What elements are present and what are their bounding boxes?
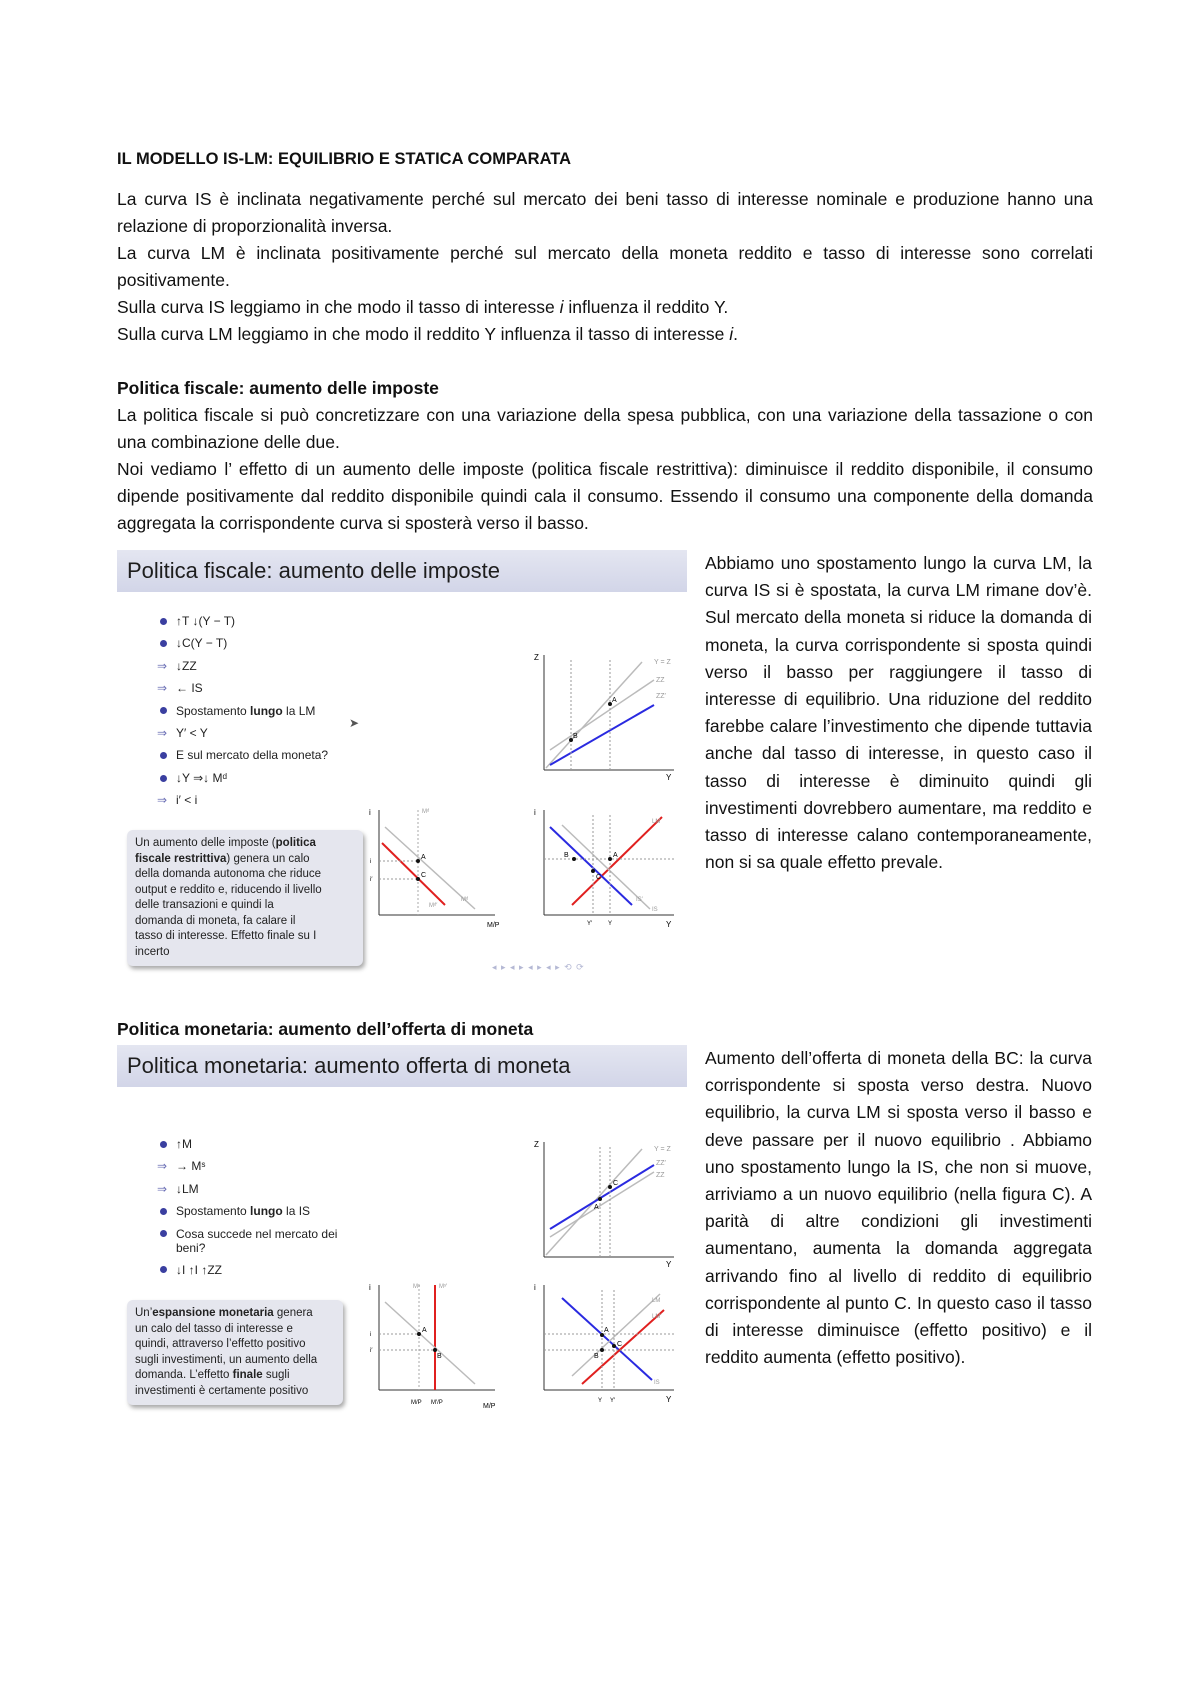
point-label: B: [573, 733, 578, 740]
bullet-text-bold: lungo: [250, 1204, 283, 1219]
fiscal-money-market-graph: [367, 805, 502, 935]
bullet-item: [157, 1133, 337, 1155]
bullet-item: [157, 1223, 337, 1241]
bullet-text: Cosa succede nel mercato dei: [176, 1226, 338, 1241]
bullet-text: ↑M: [176, 1137, 192, 1151]
bullet-text: → Mˢ: [176, 1159, 206, 1174]
bullet-item: [157, 789, 328, 811]
monetary-islm-graph: [532, 1280, 682, 1415]
bullet-item: [157, 744, 328, 766]
bullet-item: [157, 655, 328, 677]
box-line: [135, 836, 355, 852]
line-label: Mᵈ′: [429, 903, 438, 909]
box-text: sugli: [262, 1369, 290, 1381]
axis-label-y: Y: [666, 1260, 672, 1267]
point-b: [572, 857, 576, 861]
bullet-text: ↓Y ⇒↓ Mᵈ: [176, 770, 228, 785]
box-text-bold: finale: [232, 1369, 263, 1381]
box-line: [135, 1368, 335, 1384]
box-line: incerto: [135, 945, 170, 958]
box-text: genera: [273, 1307, 313, 1319]
line-label: Y = Z: [654, 659, 671, 666]
bullet-text: la LM: [282, 703, 316, 718]
axis-label-i: i: [369, 1283, 371, 1292]
point-label: C: [613, 1180, 619, 1187]
mouse-cursor-icon: ➤: [349, 716, 360, 730]
point-label: A: [612, 697, 617, 704]
tick-label: i′: [370, 1348, 373, 1354]
fiscal-islm-graph: [532, 805, 682, 935]
axis-label-mp: M/P: [487, 922, 500, 929]
bullet-text: E sul mercato della moneta?: [176, 748, 329, 763]
fiscal-slide-header: Politica fiscale: aumento delle imposte: [117, 550, 687, 592]
box-text: ) genera un calo: [226, 852, 310, 865]
bullet-item: [157, 767, 328, 789]
box-text-bold: fiscale restrittiva: [135, 852, 227, 865]
fiscal-paragraph-1: La politica fiscale si può concretizzare con una variazione della spesa pubblica, con una variazione della tassazione o con una combinazione delle due.: [117, 405, 1093, 453]
bullet-item: [157, 677, 328, 699]
intro-line-lm: [117, 321, 1093, 348]
box-line: un calo del tasso di interesse e: [135, 1322, 293, 1335]
box-text-bold: politica: [275, 837, 316, 849]
implies-arrow-icon: ⇒: [157, 658, 168, 673]
line-label: IS: [652, 907, 658, 913]
monetary-goods-market-graph: [532, 1137, 682, 1267]
lm-prime-curve: [582, 1310, 664, 1384]
axis-label-i: i: [534, 808, 536, 817]
point-label: A: [604, 1327, 609, 1334]
line-label: IS: [654, 1380, 660, 1386]
point-c: [612, 1344, 616, 1348]
box-line: sugli investimenti, un aumento della: [135, 1353, 318, 1366]
fiscal-paragraph-2: Noi vediamo l’ effetto di un aumento delle imposte (politica fiscale restrittiva): diminuisce il reddito disponibile, il consumo dipende positivamente dal reddito disponibile quindi cala il consumo. Essendo il consumo una componente della domanda aggregata la corrispondente curva si sposterà verso il basso.: [117, 459, 1093, 534]
box-line: domanda di moneta, fa calare il: [135, 914, 296, 927]
intro-line-lm-i: i: [729, 324, 734, 344]
axis-label-i: i: [369, 808, 371, 817]
md-curve: [385, 1302, 475, 1384]
point-c: [608, 1185, 612, 1189]
zz-prime-curve: [550, 705, 654, 765]
bullet-text: ↓ZZ: [176, 658, 197, 673]
point-a: [598, 1197, 602, 1201]
bullet-item: [157, 1259, 337, 1281]
bullet-item: [157, 1200, 337, 1222]
intro-line-lm-pre: Sulla curva LM leggiamo in che modo il reddito Y influenza il tasso di interesse: [117, 324, 730, 344]
lm-curve: [572, 1294, 660, 1376]
box-text: domanda. L’effetto: [135, 1369, 233, 1381]
point-label: C: [596, 874, 602, 881]
zz-curve: [550, 1172, 654, 1237]
box-line: tasso di interesse. Effetto finale su I: [135, 930, 317, 942]
line-label: Mˢ′: [439, 1284, 448, 1290]
bullet-item: [157, 1155, 337, 1177]
line-label: ZZ: [656, 1172, 665, 1179]
implies-arrow-icon: ⇒: [157, 726, 168, 741]
bullet-item: [157, 722, 328, 744]
bullet-text: ↓LM: [176, 1181, 199, 1196]
point-label: A: [421, 854, 426, 861]
line-label: ZZ′: [656, 693, 666, 700]
implies-arrow-icon: ⇒: [157, 681, 168, 696]
bullet-text: ↓I ↑I ↑ZZ: [176, 1262, 222, 1277]
point-label: A: [613, 852, 618, 859]
bullet-text-bold: lungo: [250, 703, 283, 718]
tick-label: Y′: [587, 921, 593, 927]
fiscal-heading: Politica fiscale: aumento delle imposte: [117, 378, 439, 398]
tick-label: Y: [608, 921, 613, 927]
implies-arrow-icon: ⇒: [157, 793, 168, 808]
tick-label: M/P: [411, 1400, 422, 1406]
monetary-side-text: Aumento dell’offerta di moneta della BC: la curva corrispondente si sposta verso destra. Nuovo equilibrio, la curva LM si sposta verso il basso e deve passare per il nuovo equilibrio . Abbiamo uno spostamento lungo la IS, che non si muove, arriviamo a un nuovo equilibrio (nella figura C). A parità di altre condizioni gli investimenti aumentano, aumenta la domanda aggregata arrivando fino al livello di reddito di equilibrio corrispondente al punto C. In questo caso il tasso di interesse diminuisce (effetto positivo) e il reddito aumenta (effetto positivo).: [705, 1048, 1092, 1368]
bullet-item: [157, 632, 328, 654]
line-label: ZZ: [656, 677, 665, 684]
point-c: [591, 869, 595, 873]
slide-navigation-icons[interactable]: ◂ ▸ ◂ ▸ ◂ ▸ ◂ ▸ ⟲ ⟳: [492, 962, 585, 972]
bullet-text: ↑T ↓(Y − T): [176, 614, 236, 628]
tick-label: i: [370, 859, 372, 865]
line-label: Mˢ: [413, 1284, 421, 1290]
fiscal-slide: [117, 550, 687, 980]
monetary-heading: Politica monetaria: aumento dell’offerta di moneta: [117, 1019, 534, 1039]
bullet-text: la IS: [282, 1204, 311, 1219]
tick-label: M′/P: [431, 1400, 443, 1406]
point-b: [433, 1348, 437, 1352]
line-label: Y = Z: [654, 1146, 671, 1153]
line-label: ZZ′: [656, 1160, 666, 1167]
point-a: [416, 859, 420, 863]
bullet-item: beni?: [176, 1240, 206, 1255]
point-label: B: [564, 852, 569, 859]
bullet-text: Y′ < Y: [176, 726, 208, 741]
tick-label: Y: [598, 1398, 603, 1404]
intro-line-lm-post: .: [733, 324, 738, 344]
box-text-bold: espansione monetaria: [152, 1307, 274, 1319]
bullet-text: ↓C(Y − T): [176, 636, 228, 651]
bullet-text: Spostamento: [176, 1204, 251, 1219]
point-label: B: [594, 1353, 599, 1360]
point-c: [416, 877, 420, 881]
axis-label-y: Y: [666, 920, 672, 929]
fiscal-goods-market-graph: [532, 650, 682, 780]
axis-label-z: Z: [534, 1140, 539, 1149]
point-label: C: [617, 1341, 623, 1348]
box-line: quindi, attraverso l’effetto positivo: [135, 1338, 306, 1350]
intro-paragraph-lm: La curva LM è inclinata positivamente perché sul mercato della moneta reddito e tasso di interesse sono correlati positivamente.: [117, 243, 1093, 291]
point-a: [608, 857, 612, 861]
forty-five-line: [546, 662, 642, 768]
line-label: Mᵈ: [422, 809, 430, 815]
intro-line-is: [117, 294, 1093, 321]
line-label: LM′: [652, 1314, 662, 1320]
line-label: IS′: [636, 897, 643, 903]
bullet-item: [157, 610, 328, 632]
tick-label: i′: [370, 877, 373, 883]
point-label: C: [421, 872, 427, 879]
line-label: LM: [652, 819, 661, 825]
box-line: [135, 852, 355, 868]
axis-label-i: i: [534, 1283, 536, 1292]
fiscal-slide-bullets: [157, 610, 328, 812]
monetary-slide-bullets: [157, 1133, 337, 1281]
line-label: Mᵈ: [461, 897, 469, 903]
axis-label-mp: M/P: [483, 1403, 496, 1410]
box-text: Un aumento delle imposte (: [135, 837, 276, 849]
box-line: [135, 1306, 335, 1322]
fiscal-summary-box: [127, 830, 363, 966]
box-text: Un’: [135, 1307, 153, 1319]
box-line: output e reddito e, riducendo il livello: [135, 883, 322, 896]
box-line: della domanda autonoma che riduce: [135, 868, 322, 880]
box-line: investimenti è certamente positivo: [135, 1384, 309, 1397]
box-line: delle transazioni e quindi la: [135, 899, 274, 911]
bullet-item: [157, 700, 328, 722]
axis-label-z: Z: [534, 653, 539, 662]
is-prime-curve: [550, 827, 632, 905]
intro-paragraph-is: La curva IS è inclinata negativamente perché sul mercato dei beni tasso di interesse nominale e produzione hanno una relazione di proporzionalità inversa.: [117, 189, 1093, 237]
bullet-item: [157, 1178, 337, 1200]
tick-label: i: [370, 1332, 372, 1338]
axis-label-y: Y: [666, 1395, 672, 1404]
intro-line-is-i: i: [559, 297, 564, 317]
fiscal-side-text: Abbiamo uno spostamento lungo la curva LM, la curva IS si è spostata, la curva LM rimane dov’è. Sul mercato della moneta si riduce la domanda di moneta, la curva corrispondente si sposta quindi verso il basso per raggiungere il tasso di interesse di equilibrio. Una riduzione del reddito farebbe calare l’investimento che dipende tuttavia anche dal tasso di interesse, in questo caso il tasso di interesse è diminuito quindi gli investimenti dovrebbero aumentare, ma reddito e tasso di interesse calano contemporaneamente, non si sa quale effetto prevale.: [705, 553, 1092, 873]
bullet-text: ← IS: [176, 681, 203, 696]
bullet-text: Spostamento: [176, 703, 251, 718]
monetary-slide-header: Politica monetaria: aumento offerta di moneta: [117, 1045, 687, 1087]
monetary-summary-box: [127, 1300, 343, 1405]
point-label: B: [437, 1353, 442, 1360]
monetary-money-market-graph: [367, 1280, 502, 1415]
point-label: A: [422, 1327, 427, 1334]
page-title: IL MODELLO IS-LM: EQUILIBRIO E STATICA COMPARATA: [117, 150, 572, 168]
monetary-slide: [117, 1045, 687, 1417]
intro-line-is-post: influenza il reddito Y.: [563, 297, 729, 317]
implies-arrow-icon: ⇒: [157, 1159, 168, 1174]
tick-label: Y′: [610, 1398, 616, 1404]
zz-prime-curve: [550, 1165, 654, 1229]
point-a: [417, 1332, 421, 1336]
bullet-text: i′ < i: [176, 793, 198, 808]
line-label: LM: [652, 1298, 661, 1304]
point-b: [600, 1348, 604, 1352]
point-label: A: [594, 1204, 599, 1211]
axis-label-y: Y: [666, 773, 672, 780]
is-curve: [562, 1298, 652, 1380]
implies-arrow-icon: ⇒: [157, 1181, 168, 1196]
intro-line-is-pre: Sulla curva IS leggiamo in che modo il tasso di interesse: [117, 297, 560, 317]
